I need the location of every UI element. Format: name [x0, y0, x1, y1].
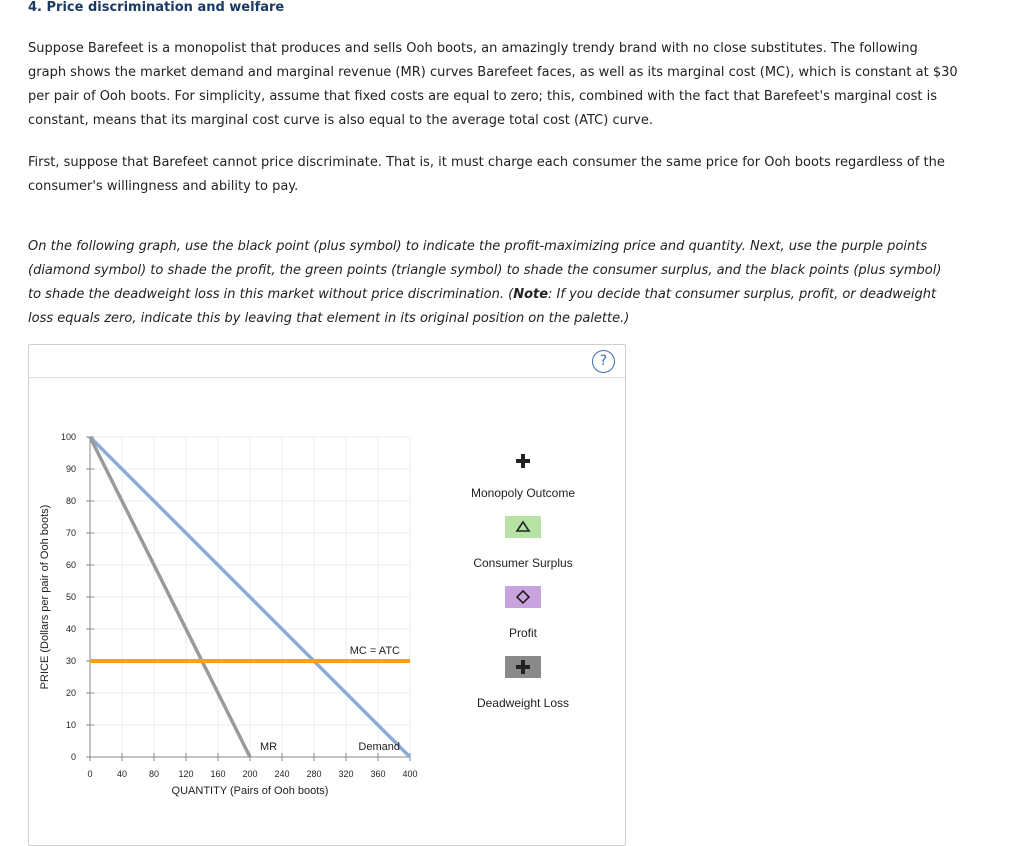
palette-label-deadweight-loss: Deadweight Loss: [476, 696, 570, 710]
chart-area[interactable]: [29, 345, 625, 835]
note-label: Note: [513, 287, 549, 302]
palette-label-consumer-surplus: Consumer Surplus: [473, 556, 573, 570]
x-tick-label: 400: [402, 769, 418, 779]
x-tick-label: 240: [274, 769, 290, 779]
palette-item-deadweight-loss[interactable]: [505, 656, 541, 678]
x-tick-label: 360: [370, 769, 386, 779]
instructions-part-2: : If you decide that consumer surplus, profit, or deadweight loss equals zero, indicate this by leaving that element in its original position on the palette.): [28, 287, 937, 326]
y-tick-label: 50: [65, 592, 76, 602]
x-tick-label: 80: [148, 769, 160, 779]
y-tick-label: 20: [65, 688, 76, 698]
y-tick-label: 30: [65, 656, 76, 666]
palette-item-profit[interactable]: [505, 586, 541, 608]
y-axis-label: PRICE (Dollars per pair of Ooh boots): [39, 504, 51, 690]
y-tick-label: 40: [65, 624, 76, 634]
x-tick-label: 160: [210, 769, 226, 779]
instructions-part-1: On the following graph, use the black point (plus symbol) to indicate the profit-maximizing price and quantity. Next, use the purple points (diamond symbol) to shade the profit, the green points (triangle symbol) to shade the consumer surplus, and the black points (plus symbol) to shade the deadweight loss in this market without price discrimination. (: [28, 239, 942, 302]
intro-paragraph-1: Suppose Barefeet is a monopolist that produces and sells Ooh boots, an amazingly trendy brand with no close substitutes. The following graph shows the market demand and marginal revenue (MR) curves Barefeet faces, as well as its marginal cost (MC), which is constant at $30 per pair of Ooh boots. For simplicity, assume that fixed costs are equal to zero; this, combined with the fact that Barefeet's marginal cost is constant, means that its marginal cost curve is also equal to the average total cost (ATC) curve.: [28, 41, 958, 128]
y-tick-label: 10: [65, 720, 76, 730]
series-label-mr: MR: [260, 741, 278, 753]
intro-paragraph-2: First, suppose that Barefeet cannot price discriminate. That is, it must charge each consumer the same price for Ooh boots regardless of the consumer's willingness and ability to pay.: [28, 155, 945, 194]
x-tick-label: 320: [338, 769, 354, 779]
instructions-paragraph: [28, 235, 958, 331]
x-tick-label: 40: [116, 769, 128, 779]
palette-item-consumer-surplus[interactable]: [505, 516, 541, 538]
y-tick-label: 100: [60, 432, 76, 442]
x-tick-label: 200: [242, 769, 258, 779]
series-label-mc-atc: MC = ATC: [349, 645, 400, 657]
x-axis-label: QUANTITY (Pairs of Ooh boots): [171, 785, 329, 797]
y-tick-label: 70: [65, 528, 76, 538]
x-tick-label: 0: [87, 769, 93, 779]
question-icon[interactable]: ?: [592, 350, 615, 373]
profit-swatch: [505, 586, 541, 608]
palette-item-monopoly-outcome[interactable]: [516, 454, 530, 468]
palette-label-profit: Profit: [508, 626, 538, 640]
y-tick-label: 80: [65, 496, 76, 506]
series-label-demand: Demand: [358, 741, 400, 753]
y-tick-label: 60: [65, 560, 76, 570]
y-tick-label: 0: [70, 752, 76, 762]
consumer-surplus-swatch: [505, 516, 541, 538]
plus-icon: [516, 454, 530, 468]
x-tick-label: 280: [306, 769, 322, 779]
palette-label-monopoly-outcome: Monopoly Outcome: [470, 486, 576, 500]
palette: [471, 454, 575, 710]
graph-panel: [28, 344, 626, 846]
page-title: 4. Price discrimination and welfare: [28, 0, 285, 15]
y-tick-label: 90: [65, 464, 76, 474]
x-tick-label: 120: [178, 769, 194, 779]
